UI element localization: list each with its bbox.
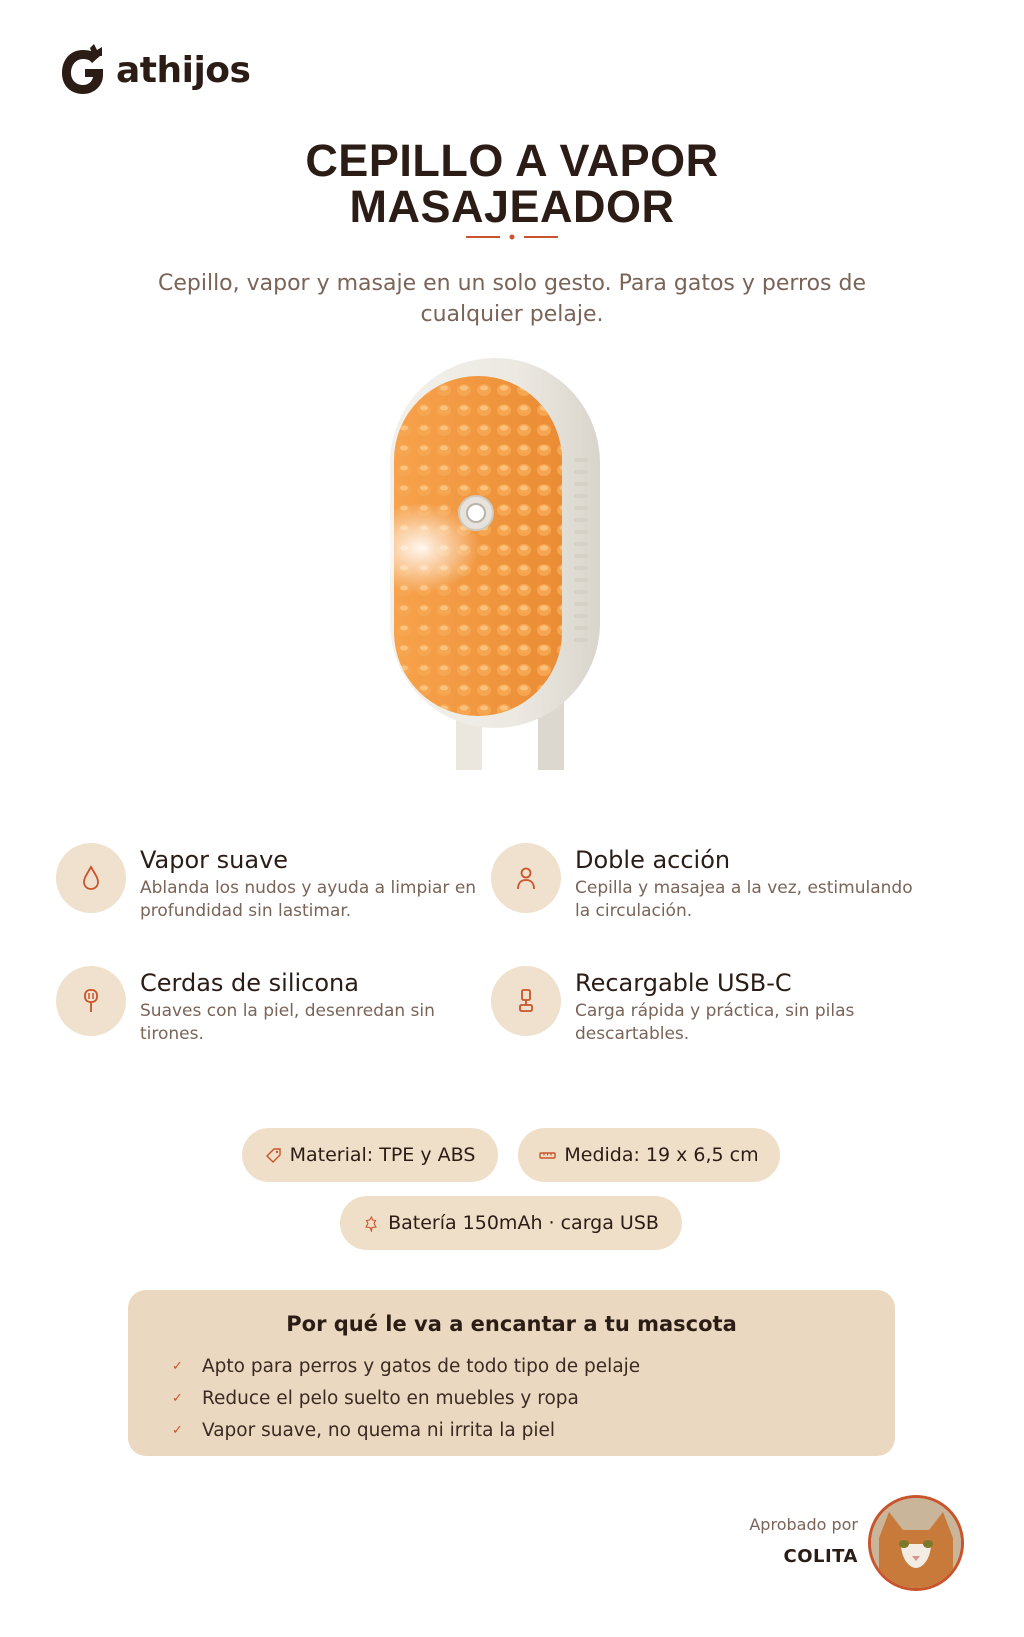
feature-vapor <box>56 843 496 923</box>
feature-title: Vapor suave <box>140 846 289 874</box>
spec-label: Material: TPE y ABS <box>289 1144 476 1166</box>
paw-icon <box>510 235 515 240</box>
avatar <box>868 1495 964 1591</box>
check-icon: ✓ <box>172 1390 183 1406</box>
benefits-panel <box>128 1290 895 1456</box>
feature-title: Cerdas de silicona <box>140 969 359 997</box>
benefit-text: Vapor suave, no quema ni irrita la piel <box>202 1419 556 1441</box>
list-item <box>168 1382 855 1414</box>
tag-icon <box>265 1147 282 1164</box>
feature-icon-container <box>56 843 126 913</box>
feature-icon-container <box>491 843 561 913</box>
feature-description: Suaves con la piel, desenredan sin tirones. <box>140 1001 435 1044</box>
spec-label: Batería 150mAh · carga USB <box>388 1212 659 1234</box>
benefit-text: Reduce el pelo suelto en muebles y ropa <box>202 1387 579 1409</box>
water-drop-icon <box>77 864 105 892</box>
list-item <box>168 1350 855 1382</box>
feature-usb <box>491 966 931 1046</box>
cat-avatar-icon <box>871 1498 961 1588</box>
brush-icon <box>77 987 105 1015</box>
spec-chip-battery <box>340 1196 682 1250</box>
benefit-text: Apto para perros y gatos de todo tipo de pelaje <box>202 1355 641 1377</box>
spec-label: Medida: 19 x 6,5 cm <box>564 1144 759 1166</box>
ruler-icon <box>539 1147 556 1164</box>
feature-description: Cepilla y masajea a la vez, estimulando la circulación. <box>575 878 913 921</box>
feature-silicone <box>56 966 496 1046</box>
title-divider <box>466 233 558 241</box>
benefits-title: Por qué le va a encantar a tu mascota <box>286 1312 737 1336</box>
spec-chip-material <box>242 1128 498 1182</box>
spec-chip-size <box>518 1128 780 1182</box>
check-icon: ✓ <box>172 1422 183 1438</box>
list-item <box>168 1414 855 1446</box>
approval-name: COLITA <box>783 1546 858 1567</box>
feature-icon-container <box>56 966 126 1036</box>
title-line-1: CEPILLO A VAPOR <box>305 135 719 186</box>
brand-name: athijos <box>116 49 251 91</box>
approval-block <box>749 1515 858 1567</box>
feature-description: Carga rápida y práctica, sin pilas descartables. <box>575 1001 855 1044</box>
page-title <box>0 135 1024 232</box>
cat-logo-icon <box>60 44 106 96</box>
check-icon: ✓ <box>172 1358 183 1374</box>
feature-icon-container <box>491 966 561 1036</box>
feature-title: Recargable USB-C <box>575 969 792 997</box>
title-line-2: MASAJEADOR <box>349 181 675 232</box>
brand-logo[interactable] <box>60 44 250 96</box>
product-image <box>380 358 644 803</box>
usb-plug-icon <box>512 987 540 1015</box>
page-subtitle: Cepillo, vapor y masaje en un solo gesto. Para gatos y perros de cualquier pelaje. <box>157 271 867 327</box>
feature-description: Ablanda los nudos y ayuda a limpiar en profundidad sin lastimar. <box>140 878 477 921</box>
feature-double-action <box>491 843 931 923</box>
benefits-list <box>168 1350 855 1446</box>
battery-icon <box>363 1215 380 1232</box>
person-icon <box>512 864 540 892</box>
approval-label: Aprobado por <box>749 1515 858 1534</box>
feature-title: Doble acción <box>575 846 731 874</box>
